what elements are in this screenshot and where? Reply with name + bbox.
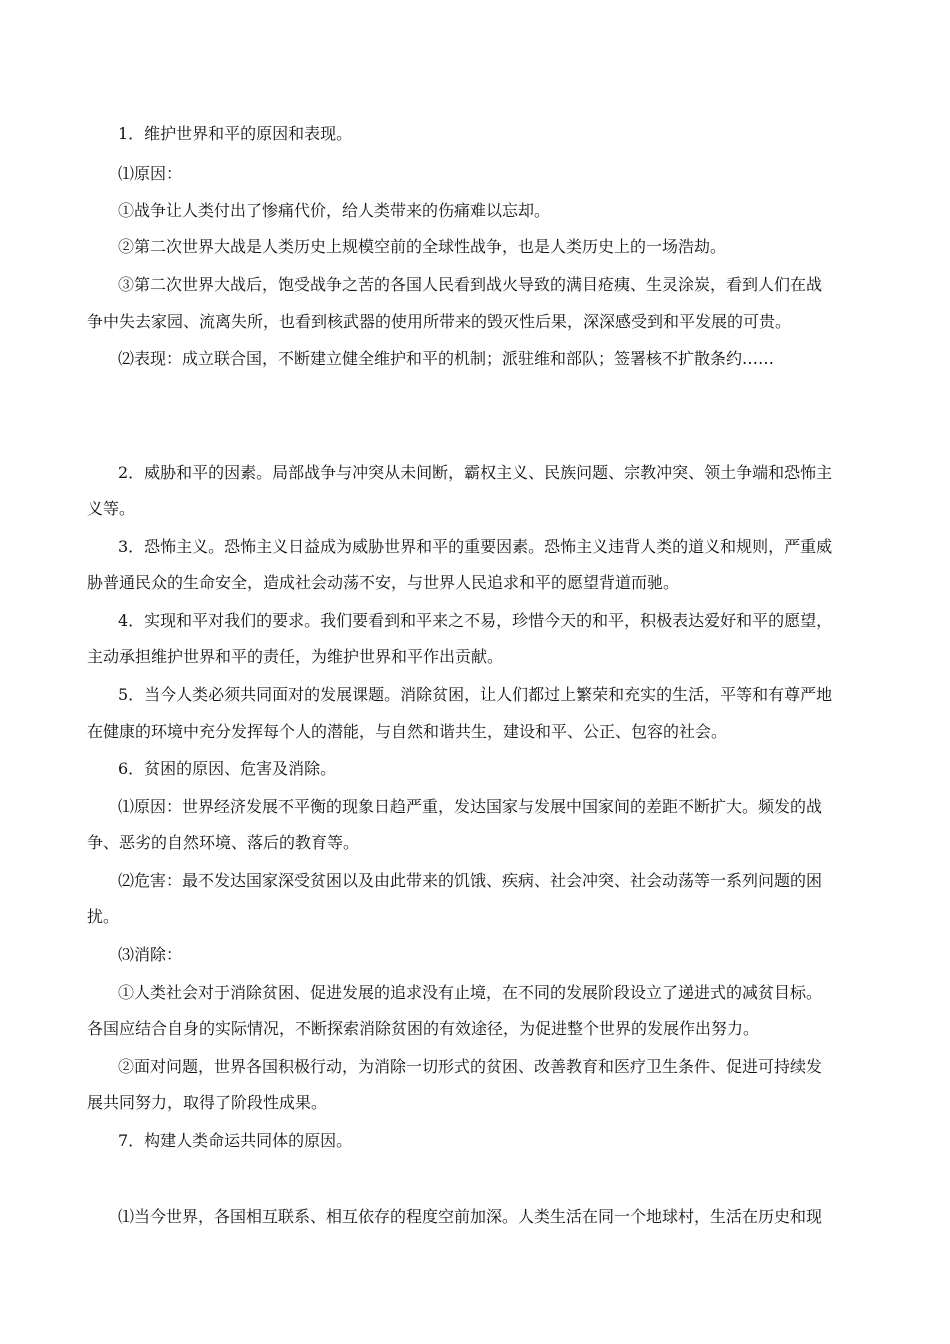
text-line: ②面对问题，世界各国积极行动，为消除一切形式的贫困、改善教育和医疗卫生条件、促进可持续发 xyxy=(118,1057,823,1076)
text-line: 争中失去家园、流离失所，也看到核武器的使用所带来的毁灭性后果，深深感受到和平发展的可贵。 xyxy=(87,312,792,331)
text-line: ⑴原因： xyxy=(118,164,183,183)
text-line: 7．构建人类命运共同体的原因。 xyxy=(118,1131,353,1150)
text-line: 1．维护世界和平的原因和表现。 xyxy=(118,124,353,143)
text-line: ⑵危害：最不发达国家深受贫困以及由此带来的饥饿、疾病、社会冲突、社会动荡等一系列问题的困 xyxy=(118,871,823,890)
text-line: 6．贫困的原因、危害及消除。 xyxy=(118,759,337,778)
text-line: ⑶消除： xyxy=(118,945,183,964)
text-line: 义等。 xyxy=(87,499,136,518)
text-line: 主动承担维护世界和平的责任，为维护世界和平作出贡献。 xyxy=(87,647,504,666)
text-line: ②第二次世界大战是人类历史上规模空前的全球性战争，也是人类历史上的一场浩劫。 xyxy=(118,237,727,256)
text-line: 胁普通民众的生命安全，造成社会动荡不安，与世界人民追求和平的愿望背道而驰。 xyxy=(87,573,680,592)
text-line: 2．威胁和平的因素。局部战争与冲突从未间断，霸权主义、民族问题、宗教冲突、领土争端和恐怖主 xyxy=(118,463,833,482)
text-line: 在健康的环境中充分发挥每个人的潜能，与自然和谐共生，建设和平、公正、包容的社会。 xyxy=(87,722,728,741)
text-line: ③第二次世界大战后，饱受战争之苦的各国人民看到战火导致的满目疮痍、生灵涂炭，看到人们在战 xyxy=(118,275,823,294)
text-line: 扰。 xyxy=(87,907,120,926)
text-line: ①战争让人类付出了惨痛代价，给人类带来的伤痛难以忘却。 xyxy=(118,201,551,220)
text-line: 5．当今人类必须共同面对的发展课题。消除贫困，让人们都过上繁荣和充实的生活，平等和有尊严地 xyxy=(118,685,833,704)
text-line: 各国应结合自身的实际情况，不断探索消除贫困的有效途径，为促进整个世界的发展作出努力。 xyxy=(87,1019,760,1038)
text-line: ⑵表现：成立联合国，不断建立健全维护和平的机制；派驻维和部队；签署核不扩散条约…… xyxy=(118,349,775,368)
text-line: ①人类社会对于消除贫困、促进发展的追求没有止境，在不同的发展阶段设立了递进式的减贫目标。 xyxy=(118,983,823,1002)
text-line: ⑴原因：世界经济发展不平衡的现象日趋严重，发达国家与发展中国家间的差距不断扩大。频发的战 xyxy=(118,797,823,816)
text-line: 争、恶劣的自然环境、落后的教育等。 xyxy=(87,833,360,852)
text-line: 展共同努力，取得了阶段性成果。 xyxy=(87,1093,328,1112)
text-line: ⑴当今世界，各国相互联系、相互依存的程度空前加深。人类生活在同一个地球村，生活在历史和现 xyxy=(118,1207,823,1226)
text-line: 3．恐怖主义。恐怖主义日益成为威胁世界和平的重要因素。恐怖主义违背人类的道义和规则，严重威 xyxy=(118,537,833,556)
text-line: 4．实现和平对我们的要求。我们要看到和平来之不易，珍惜今天的和平，积极表达爱好和平的愿望， xyxy=(118,611,833,630)
